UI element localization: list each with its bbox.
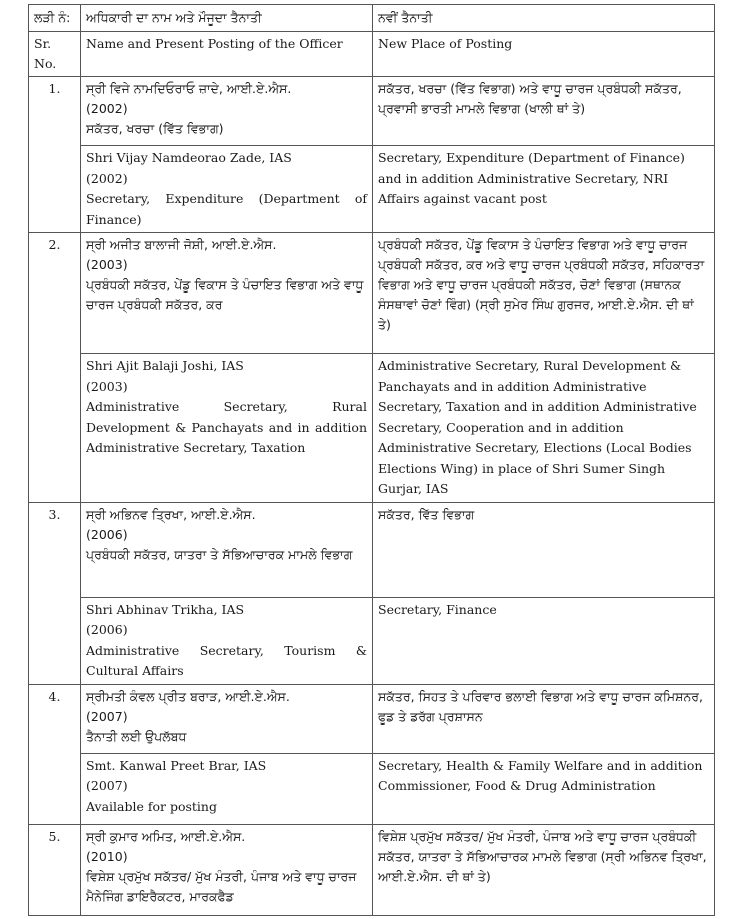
officer-name-pa: ਸ੍ਰੀ ਅਜੀਤ ਬਾਲਾਜੀ ਜੋਸ਼ੀ, ਆਈ.ਏ.ਐਸ.: [86, 237, 277, 252]
officer-batch-pa: (2010): [86, 848, 128, 864]
table-row: [29, 146, 715, 233]
officer-present-en: Available for posting: [86, 798, 217, 814]
header-new-en: New Place of Posting: [373, 32, 715, 77]
officer-batch-en: (2007): [86, 778, 128, 793]
officer-batch-pa: (2007): [86, 708, 128, 724]
table-row: [29, 753, 715, 824]
officer-batch-en: (2002): [86, 170, 128, 186]
serial-number: 5.: [29, 824, 81, 915]
officer-batch-en: (2006): [86, 622, 128, 637]
officer-batch-pa: (2003): [86, 257, 128, 272]
officer-batch-pa: (2006): [86, 526, 128, 542]
officer-name-en: Smt. Kanwal Preet Brar, IAS: [86, 757, 267, 773]
officer-name-en: Shri Ajit Balaji Joshi, IAS: [86, 358, 244, 373]
officer-present-pa: ਪ੍ਰਬੰਧਕੀ ਸਕੱਤਰ, ਪੇਂਡੂ ਵਿਕਾਸ ਤੇ ਪੰਚਾਇਤ ਵਿਭਾਗ ਅਤੇ ਵਾਧੂ ਚਾਰਜ ਪ੍ਰਬੰਧਕੀ ਸਕੱਤਰ, ਕਰ: [86, 277, 364, 312]
header-officer-pa: ਅਧਿਕਾਰੀ ਦਾ ਨਾਮ ਅਤੇ ਮੌਜੂਦਾ ਤੈਨਾਤੀ: [81, 5, 373, 32]
officer-name-en: Shri Abhinav Trikha, IAS: [86, 601, 245, 617]
table-row: [29, 824, 715, 915]
officer-name-pa: ਸ੍ਰੀ ਕੁਮਾਰ ਅਮਿਤ, ਆਈ.ਏ.ਐਸ.: [86, 828, 246, 844]
officer-present-pa: ਸਕੱਤਰ, ਖਰਚਾ (ਵਿੱਤ ਵਿਭਾਗ): [86, 121, 224, 136]
table-row: [29, 597, 715, 684]
table-row: [29, 354, 715, 503]
new-posting-english: Secretary, Finance: [373, 597, 715, 684]
officer-batch-pa: (2002): [86, 101, 128, 116]
officer-present-en: Secretary, Expenditure (Department of Finance): [86, 191, 367, 227]
table-row: [29, 77, 715, 146]
table-row: [29, 684, 715, 753]
header-new-pa: ਨਵੀਂ ਤੈਨਾਤੀ: [373, 5, 715, 32]
serial-number: 2.: [29, 233, 81, 503]
officer-name-pa: ਸ੍ਰੀ ਵਿਜੇ ਨਾਮਦਿਓਰਾਓ ਜ਼ਾਦੇ, ਆਈ.ਏ.ਐਸ.: [86, 81, 292, 96]
officer-name-en: Shri Vijay Namdeorao Zade, IAS: [86, 150, 292, 165]
table-row: [29, 502, 715, 597]
officer-cell-punjabi: [81, 502, 373, 597]
officer-present-en: Administrative Secretary, Tourism & Cultural Affairs: [86, 642, 367, 678]
new-posting-punjabi: ਪ੍ਰਬੰਧਕੀ ਸਕੱਤਰ, ਪੇਂਡੂ ਵਿਕਾਸ ਤੇ ਪੰਚਾਇਤ ਵਿਭਾਗ ਅਤੇ ਵਾਧੂ ਚਾਰਜ ਪ੍ਰਬੰਧਕੀ ਸਕੱਤਰ, ਕਰ ਅਤੇ ਵਾਧੂ ਚਾਰਜ ਪ੍ਰਬੰਧਕੀ ਸਕੱਤਰ, ਸਹਿਕਾਰਤਾ ਵਿਭਾਗ ਅਤੇ ਵਾਧੂ ਚਾਰਜ ਪ੍ਰਬੰਧਕੀ ਸਕੱਤਰ, ਚੋਣਾਂ ਵਿਭਾਗ (ਸਥਾਨਕ ਸੰਸਥਾਵਾਂ ਚੋਣਾਂ ਵਿੰਗ) (ਸ੍ਰੀ ਸੁਮੇਰ ਸਿੰਘ ਗੁਰਜਰ, ਆਈ.ਏ.ਐਸ. ਦੀ ਥਾਂ ਤੇ): [373, 233, 715, 354]
officer-cell-punjabi: [81, 824, 373, 915]
officer-cell-english: [81, 354, 373, 503]
header-sr-en: Sr. No.: [29, 32, 81, 77]
officer-present-pa: ਪ੍ਰਬੰਧਕੀ ਸਕੱਤਰ, ਯਾਤਰਾ ਤੇ ਸੱਭਿਆਚਾਰਕ ਮਾਮਲੇ ਵਿਭਾਗ: [86, 546, 353, 562]
officer-cell-punjabi: [81, 77, 373, 146]
header-row-punjabi: [29, 5, 715, 32]
officer-name-pa: ਸ੍ਰੀਮਤੀ ਕੰਵਲ ਪ੍ਰੀਤ ਬਰਾੜ, ਆਈ.ਏ.ਐਸ.: [86, 688, 290, 704]
new-posting-english: Secretary, Health & Family Welfare and in addition Commissioner, Food & Drug Administration: [373, 753, 715, 824]
new-posting-punjabi: ਸਕੱਤਰ, ਸਿਹਤ ਤੇ ਪਰਿਵਾਰ ਭਲਾਈ ਵਿਭਾਗ ਅਤੇ ਵਾਧੂ ਚਾਰਜ ਕਮਿਸ਼ਨਰ, ਫੂਡ ਤੇ ਡਰੱਗ ਪ੍ਰਸ਼ਾਸਨ: [373, 684, 715, 753]
serial-number: 1.: [29, 77, 81, 233]
postings-table: [28, 4, 715, 916]
serial-number: 4.: [29, 684, 81, 824]
new-posting-punjabi: ਸਕੱਤਰ, ਵਿੱਤ ਵਿਭਾਗ: [373, 502, 715, 597]
header-sr-pa: ਲੜੀ ਨੰ:: [29, 5, 81, 32]
new-posting-english: Administrative Secretary, Rural Development & Panchayats and in addition Administrative Secretary, Taxation and in addition Administrative Secretary, Cooperation and in addition Administrative Secretary, Elections (Local Bodies Elections Wing) in place of Shri Sumer Singh Gurjar, IAS: [373, 354, 715, 503]
officer-present-en: Administrative Secretary, Rural Development & Panchayats and in addition Administrative Secretary, Taxation: [86, 399, 367, 455]
header-row-english: [29, 32, 715, 77]
officer-present-pa: ਤੈਨਾਤੀ ਲਈ ਉਪਲੱਬਧ: [86, 728, 187, 744]
header-officer-en: Name and Present Posting of the Officer: [81, 32, 373, 77]
officer-batch-en: (2003): [86, 378, 128, 394]
new-posting-punjabi: ਸਕੱਤਰ, ਖਰਚਾ (ਵਿੱਤ ਵਿਭਾਗ) ਅਤੇ ਵਾਧੂ ਚਾਰਜ ਪ੍ਰਬੰਧਕੀ ਸਕੱਤਰ, ਪ੍ਰਵਾਸੀ ਭਾਰਤੀ ਮਾਮਲੇ ਵਿਭਾਗ (ਖਾਲੀ ਥਾਂ ਤੇ): [373, 77, 715, 146]
officer-cell-punjabi: [81, 233, 373, 354]
table-row: [29, 233, 715, 354]
officer-cell-english: [81, 597, 373, 684]
new-posting-english: Secretary, Expenditure (Department of Finance) and in addition Administrative Secretary, NRI Affairs against vacant post: [373, 146, 715, 233]
officer-cell-english: [81, 753, 373, 824]
officer-cell-punjabi: [81, 684, 373, 753]
officer-name-pa: ਸ੍ਰੀ ਅਭਿਨਵ ਤ੍ਰਿਖਾ, ਆਈ.ਏ.ਐਸ.: [86, 506, 256, 522]
officer-present-pa: ਵਿਸ਼ੇਸ਼ ਪ੍ਰਮੁੱਖ ਸਕੱਤਰ/ ਮੁੱਖ ਮੰਤਰੀ, ਪੰਜਾਬ ਅਤੇ ਵਾਧੂ ਚਾਰਜ ਮੈਨੇਜਿੰਗ ਡਾਇਰੈਕਟਰ, ਮਾਰਕਫੈਡ: [86, 868, 357, 904]
new-posting-punjabi: ਵਿਸ਼ੇਸ਼ ਪ੍ਰਮੁੱਖ ਸਕੱਤਰ/ ਮੁੱਖ ਮੰਤਰੀ, ਪੰਜਾਬ ਅਤੇ ਵਾਧੂ ਚਾਰਜ ਪ੍ਰਬੰਧਕੀ ਸਕੱਤਰ, ਯਾਤਰਾ ਤੇ ਸੱਭਿਆਚਾਰਕ ਮਾਮਲੇ ਵਿਭਾਗ (ਸ੍ਰੀ ਅਭਿਨਵ ਤ੍ਰਿਖਾ, ਆਈ.ਏ.ਐਸ. ਦੀ ਥਾਂ ਤੇ): [373, 824, 715, 915]
officer-cell-english: [81, 146, 373, 233]
serial-number: 3.: [29, 502, 81, 684]
